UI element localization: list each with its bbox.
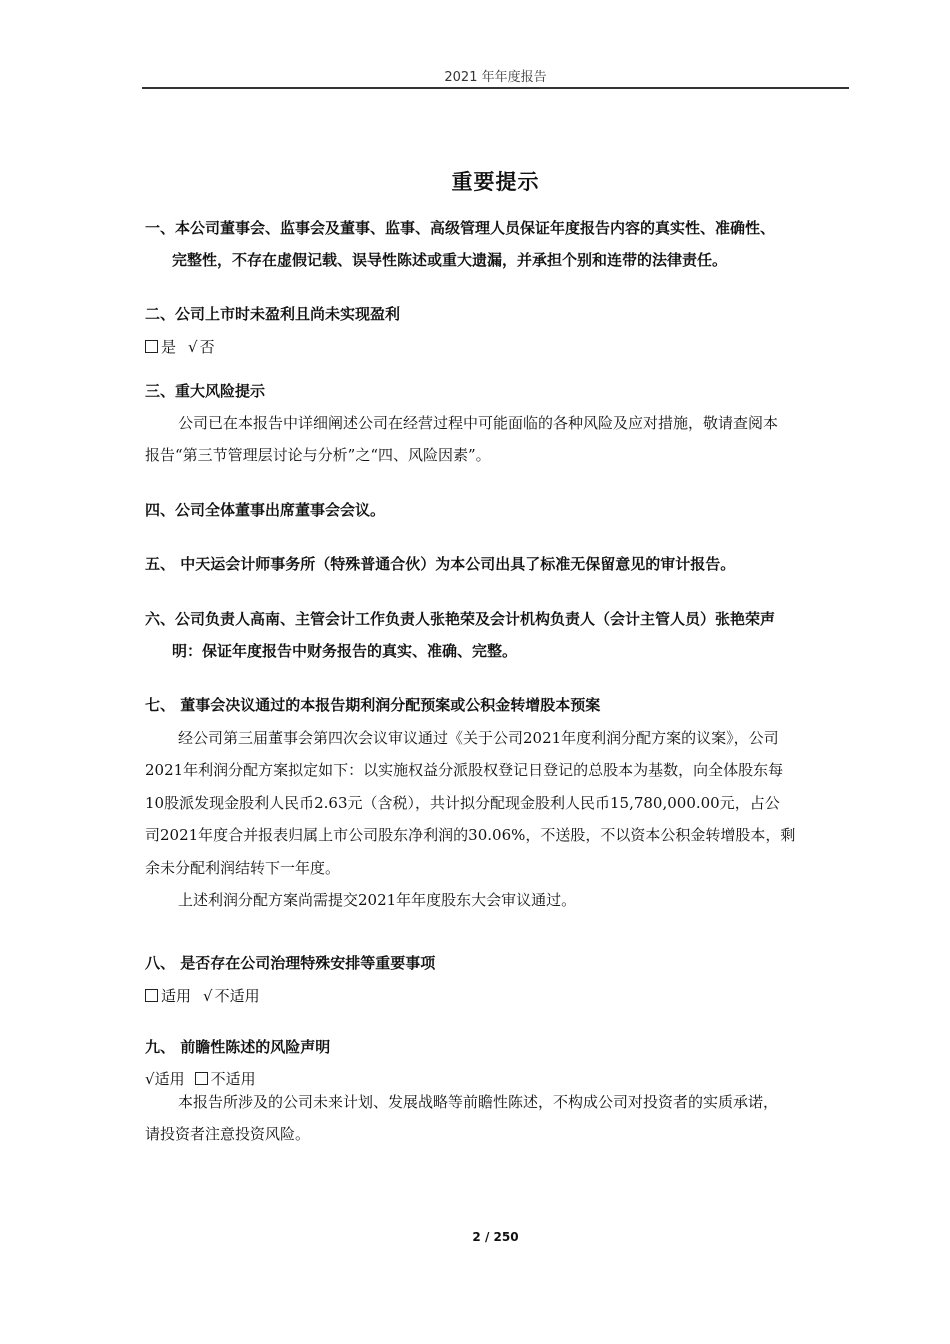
option-applicable-label: 适用 <box>154 1070 185 1088</box>
section-7-paragraph-line-2: 2021年利润分配方案拟定如下：以实施权益分派股权登记日登记的总股本为基数，向全体股东每 <box>145 761 784 779</box>
section-9-paragraph-line-2: 请投资者注意投资风险。 <box>145 1125 311 1143</box>
option-yes-label: 是 <box>161 338 177 356</box>
section-8-heading: 八、 是否存在公司治理特殊安排等重要事项 <box>145 954 436 972</box>
option-applicable-label: 适用 <box>161 987 192 1005</box>
section-5-heading: 五、 中天运会计师事务所（特殊普通合伙）为本公司出具了标准无保留意见的审计报告。 <box>145 555 736 573</box>
section-3-paragraph-line-1: 公司已在本报告中详细阐述公司在经营过程中可能面临的各种风险及应对措施，敬请查阅本 <box>178 414 779 432</box>
option-no-label: 否 <box>199 338 215 356</box>
section-6-line-1: 六、公司负责人高南、主管会计工作负责人张艳荣及会计机构负责人（会计主管人员）张艳荣声 <box>145 610 776 628</box>
section-6-line-2: 明：保证年度报告中财务报告的真实、准确、完整。 <box>172 642 518 660</box>
section-2-heading: 二、公司上市时未盈利且尚未实现盈利 <box>145 305 401 323</box>
section-9-paragraph-line-1: 本报告所涉及的公司未来计划、发展战略等前瞻性陈述，不构成公司对投资者的实质承诺， <box>178 1093 779 1111</box>
section-1-line-2: 完整性，不存在虚假记载、误导性陈述或重大遗漏，并承担个别和连带的法律责任。 <box>172 251 728 269</box>
running-header: 2021 年年度报告 <box>444 70 547 85</box>
option-not-applicable-label: 不适用 <box>210 1070 256 1088</box>
checkbox-unchecked-icon <box>195 1072 208 1085</box>
section-7-paragraph-line-5: 余未分配利润结转下一年度。 <box>145 859 341 877</box>
section-7-paragraph-line-4: 司2021年度合并报表归属上市公司股东净利润的30.06%，不送股，不以资本公积金转增股本，剩 <box>145 826 796 844</box>
page-title: 重要提示 <box>451 170 540 194</box>
checkmark-icon: √ <box>145 1070 155 1088</box>
section-3-paragraph-line-2: 报告“第三节管理层讨论与分析”之“四、风险因素”。 <box>145 446 491 464</box>
checkmark-icon: √ <box>188 338 198 356</box>
section-1-line-1: 一、本公司董事会、监事会及董事、监事、高级管理人员保证年度报告内容的真实性、准确性、 <box>145 219 776 237</box>
checkmark-icon: √ <box>203 987 213 1005</box>
section-8-options <box>145 980 260 1012</box>
section-4-heading: 四、公司全体董事出席董事会会议。 <box>145 501 386 519</box>
section-2-options <box>145 331 215 363</box>
section-7-paragraph-line-3: 10股派发现金股利人民币2.63元（含税），共计拟分配现金股利人民币15,780,000.00元，占公 <box>145 794 780 812</box>
section-3-heading: 三、重大风险提示 <box>145 382 266 400</box>
checkbox-unchecked-icon <box>145 989 158 1002</box>
section-7-heading: 七、 董事会决议通过的本报告期利润分配预案或公积金转增股本预案 <box>145 696 601 714</box>
page-number: 2 / 250 <box>472 1230 519 1244</box>
section-9-heading: 九、 前瞻性陈述的风险声明 <box>145 1038 331 1056</box>
section-7-paragraph-2: 上述利润分配方案尚需提交2021年年度股东大会审议通过。 <box>178 891 577 909</box>
option-not-applicable-label: 不适用 <box>214 987 260 1005</box>
checkbox-unchecked-icon <box>145 340 158 353</box>
header-divider <box>142 87 849 89</box>
section-7-paragraph-line-1: 经公司第三届董事会第四次会议审议通过《关于公司2021年度利润分配方案的议案》，公司 <box>178 729 779 747</box>
